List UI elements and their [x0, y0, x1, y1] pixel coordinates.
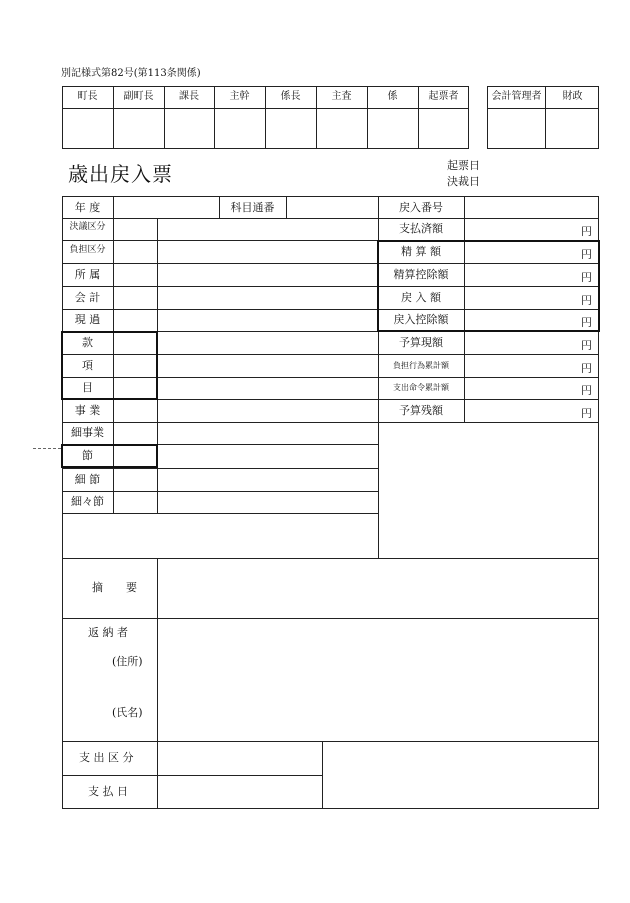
row-label-payment-order-total: 支出命令累計額 — [393, 383, 449, 392]
page-title: 歳出戻入票 — [68, 162, 173, 186]
row-label-burden-class: 負担区分 — [69, 245, 106, 255]
row-label-kan: 款 — [82, 336, 93, 349]
row-label-settlement-amount: 精 算 額 — [401, 245, 441, 258]
row-label-budget-remaining: 予算残額 — [399, 404, 443, 417]
yen-unit: 円 — [581, 407, 592, 420]
stamp-finance: 財政 — [562, 91, 583, 102]
form-reference: 別記様式第82号(第113条関係) — [61, 68, 201, 79]
row-label-moku: 目 — [82, 381, 93, 394]
bold-group-settlement — [377, 240, 600, 332]
stamp-drafter: 起票者 — [428, 91, 459, 102]
row-label-accounting: 会 計 — [74, 291, 101, 304]
row-label-return-amount: 戻 入 額 — [401, 291, 441, 304]
yen-unit: 円 — [581, 384, 592, 397]
fold-marker — [33, 448, 61, 449]
row-label-sub-sub-setsu: 細々節 — [71, 495, 104, 508]
row-label-project: 事 業 — [74, 404, 101, 417]
row-label-return-deduction: 戻入控除額 — [393, 313, 449, 326]
stamp-sub-chief: 係長 — [280, 91, 301, 102]
row-label-settlement-deduction: 精算控除額 — [393, 268, 449, 281]
row-label-department: 所 属 — [74, 268, 101, 281]
yen-unit: 円 — [581, 225, 592, 238]
row-label-setsu: 節 — [82, 449, 93, 462]
stamp-mayor: 町長 — [77, 91, 98, 102]
payment-date-label: 支 払 日 — [88, 785, 128, 798]
return-number-label: 戻入番号 — [399, 201, 443, 214]
yen-unit: 円 — [581, 294, 592, 307]
stamp-accounting-manager: 会計管理者 — [491, 91, 542, 102]
yen-unit: 円 — [581, 362, 592, 375]
returner-label: 返 納 者 — [88, 626, 128, 639]
yen-unit: 円 — [581, 339, 592, 352]
created-date-label: 起票日 — [447, 159, 480, 172]
year-label: 年 度 — [74, 201, 101, 214]
yen-unit: 円 — [581, 248, 592, 261]
bold-group-section — [61, 444, 158, 468]
row-label-paid-amount: 支払済額 — [399, 222, 443, 235]
bold-group-budget-codes — [61, 331, 158, 400]
row-label-kou: 項 — [82, 359, 93, 372]
row-label-current-past: 現 過 — [74, 313, 101, 326]
row-label-commitment-total: 負担行為累計額 — [393, 361, 449, 370]
row-label-budget-current: 予算現額 — [399, 336, 443, 349]
summary-label: 摘 要 — [92, 581, 143, 594]
stamp-staff: 係 — [387, 91, 398, 102]
decided-date-label: 決裁日 — [447, 175, 480, 188]
stamp-deputy-mayor: 副町長 — [123, 91, 154, 102]
stamp-senior-officer: 主幹 — [229, 91, 250, 102]
payment-class-label: 支 出 区 分 — [79, 751, 134, 764]
row-label-sub-project: 細事業 — [71, 426, 104, 439]
stamp-inspector: 主査 — [331, 91, 352, 102]
yen-unit: 円 — [581, 271, 592, 284]
yen-unit: 円 — [581, 316, 592, 329]
returner-address-label: (住所) — [112, 655, 143, 668]
subject-number-label: 科目通番 — [230, 201, 275, 214]
row-label-decision-class: 決議区分 — [69, 222, 106, 232]
returner-name-label: (氏名) — [112, 706, 143, 719]
row-label-sub-setsu: 細 節 — [74, 473, 101, 486]
stamp-section-chief: 課長 — [179, 91, 199, 102]
